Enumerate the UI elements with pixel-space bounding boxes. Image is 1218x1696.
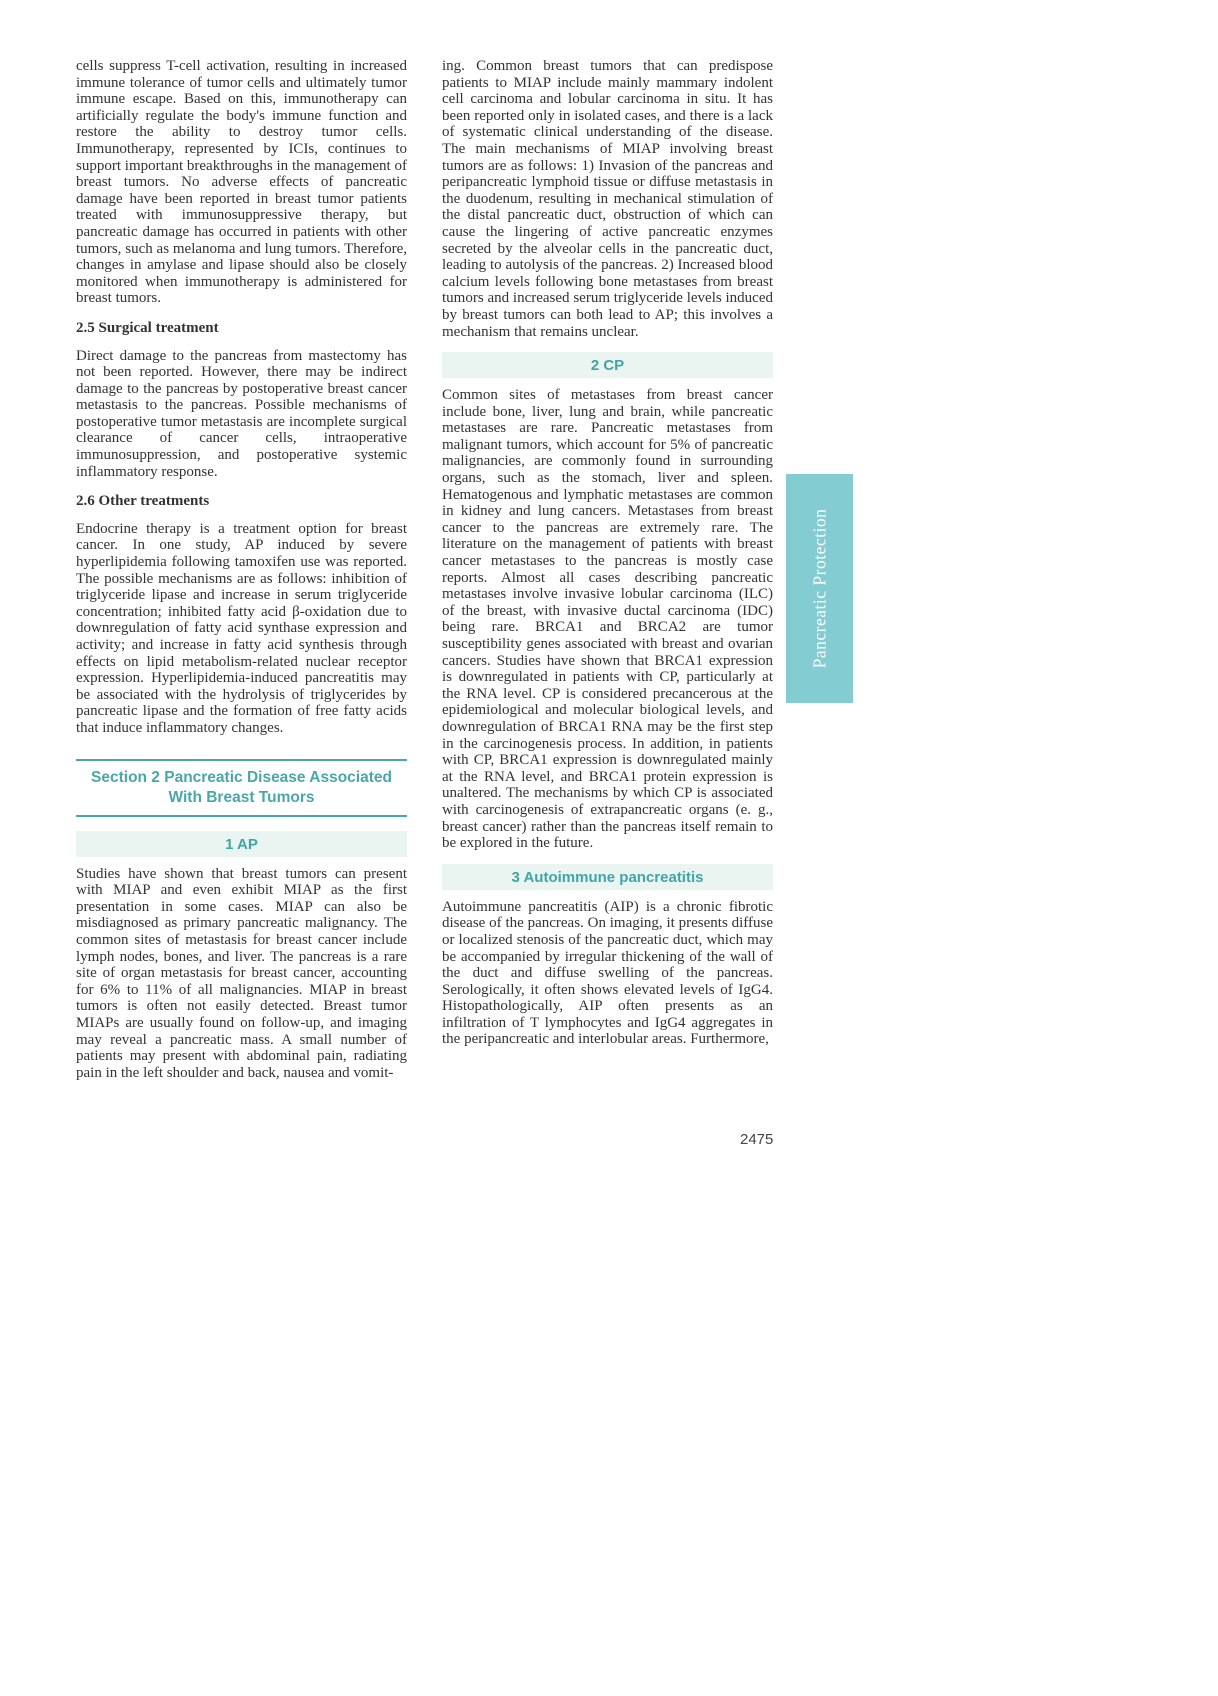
section-2-header: Section 2 Pancreatic Disease Associated With Breast Tumors: [76, 759, 407, 817]
paragraph-1-ap-continued: ing. Common breast tumors that can predispose patients to MIAP include mainly mammary indolent cell carcinoma and lobular carcinoma in situ. It has been reported only in isolated cases, and there is a lack of systematic clinical understanding of the disease. The main mechanisms of MIAP involving breast tumors are as follows: 1) Invasion of the pancreas and peripancreatic lymphoid tissue or diffuse metastasis in the duodenum, resulting in mechanical stimulation of the distal pancreatic duct, obstruction of which can cause the lingering of active pancreatic enzymes secreted by the alveolar cells in the pancreatic duct, leading to autolysis of the pancreas. 2) Increased blood calcium levels following bone metastases from breast tumors and increased serum triglyceride levels induced by breast tumors can both lead to AP; this involves a mechanism that remains unclear.: [442, 58, 773, 340]
heading-3-autoimmune-pancreatitis: 3 Autoimmune pancreatitis: [442, 864, 773, 890]
paragraph-2-cp: Common sites of metastases from breast cancer include bone, liver, lung and brain, while pancreatic metastases are rare. Pancreatic metastases from malignant tumors, which account for 5% of pancreatic malignancies, are commonly found in surrounding organs, such as the stomach, liver and spleen. Hematogenous and lymphatic metastases are common in kidney and lung cancers. Metastases from breast cancer to the pancreas are extremely rare. The literature on the management of patients with breast cancer metastases to the pancreas is mostly case reports. Almost all cases describing pancreatic metastases involve invasive lobular carcinoma (ILC) of the breast, with invasive ductal carcinoma (IDC) being rare. BRCA1 and BRCA2 are tumor susceptibility genes associated with breast and ovarian cancers. Studies have shown that BRCA1 expression is downregulated in patients with CP, particularly at the RNA level. CP is considered precancerous at the epidemiological and molecular biological levels, and downregulation of BRCA1 RNA may be the first step in the carcinogenesis process. In addition, in patients with CP, BRCA1 expression is downregulated mainly at the RNA level, and BRCA1 protein expression is unaltered. The mechanisms by which CP is associated with carcinogenesis of extrapancreatic organs (e. g., breast cancer) rather than the pancreas itself remain to be explored in the future.: [442, 387, 773, 852]
heading-2-5-surgical-treatment: 2.5 Surgical treatment: [76, 319, 219, 336]
paragraph-other-treatments: Endocrine therapy is a treatment option for breast cancer. In one study, AP induced by severe hyperlipidemia following tamoxifen use was reported. The possible mechanisms are as follows: inhibition of triglyceride lipase and increase in serum triglyceride concentration; inhibited fatty acid β-oxidation due to downregulation of fatty acid synthase expression and activity; and increase in fatty acid synthesis through effects on lipid metabolism-related nuclear receptor expression. Hyperlipidemia-induced pancreatitis may be associated with the hydrolysis of triglycerides by pancreatic lipase and the formation of free fatty acids that induce inflammatory changes.: [76, 520, 407, 736]
paragraph-immunotherapy: cells suppress T-cell activation, resulting in increased immune tolerance of tumor cells and ultimately tumor immune escape. Based on this, immunotherapy can artificially regulate the body's immune function and restore the ability to destroy tumor cells. Immunotherapy, represented by ICIs, continues to support important breakthroughs in the management of breast tumors. No adverse effects of pancreatic damage have been reported in breast tumor patients treated with immunosuppressive therapy, but pancreatic damage has occurred in patients with other tumors, such as melanoma and lung tumors. Therefore, changes in amylase and lipase should also be closely monitored when immunotherapy is administered for breast tumors.: [76, 58, 407, 307]
thumb-tab-label: Pancreatic Protection: [809, 508, 829, 669]
page-number: 2475: [740, 1131, 774, 1148]
pancreatic-protection-thumb-tab: [786, 474, 853, 703]
heading-1-ap: 1 AP: [76, 831, 407, 857]
right-column: [442, 58, 773, 1048]
paragraph-1-ap: Studies have shown that breast tumors can present with MIAP and even exhibit MIAP as the first presentation in some cases. MIAP can also be misdiagnosed as primary pancreatic malignancy. The common sites of metastasis for breast cancer include lymph nodes, bones, and liver. The pancreas is a rare site of organ metastasis for breast cancer, accounting for 6% to 11% of all malignancies. MIAP in breast tumors is often not easily detected. Breast tumor MIAPs are usually found on follow-up, and imaging may reveal a pancreatic mass. A small number of patients may present with abdominal pain, radiating pain in the left shoulder and back, nausea and vomit-: [76, 865, 407, 1081]
left-column: [76, 58, 407, 1081]
heading-2-6-other-treatments: 2.6 Other treatments: [76, 493, 210, 510]
paragraph-surgical-treatment: Direct damage to the pancreas from mastectomy has not been reported. However, there may be indirect damage to the pancreas by postoperative breast cancer metastasis to the pancreas. Possible mechanisms of postoperative tumor metastasis are incomplete surgical clearance of cancer cells, intraoperative immunosuppression, and postoperative systemic inflammatory response.: [76, 347, 407, 480]
heading-2-cp: 2 CP: [442, 352, 773, 378]
paragraph-3-aip: Autoimmune pancreatitis (AIP) is a chronic fibrotic disease of the pancreas. On imaging, it presents diffuse or localized stenosis of the pancreatic duct, which may be accompanied by irregular thickening of the wall of the duct and diffuse swelling of the pancreas. Serologically, it often shows elevated levels of IgG4. Histopathologically, AIP often presents as an infiltration of T lymphocytes and IgG4 aggregates in the peripancreatic and interlobular areas. Furthermore,: [442, 898, 773, 1048]
